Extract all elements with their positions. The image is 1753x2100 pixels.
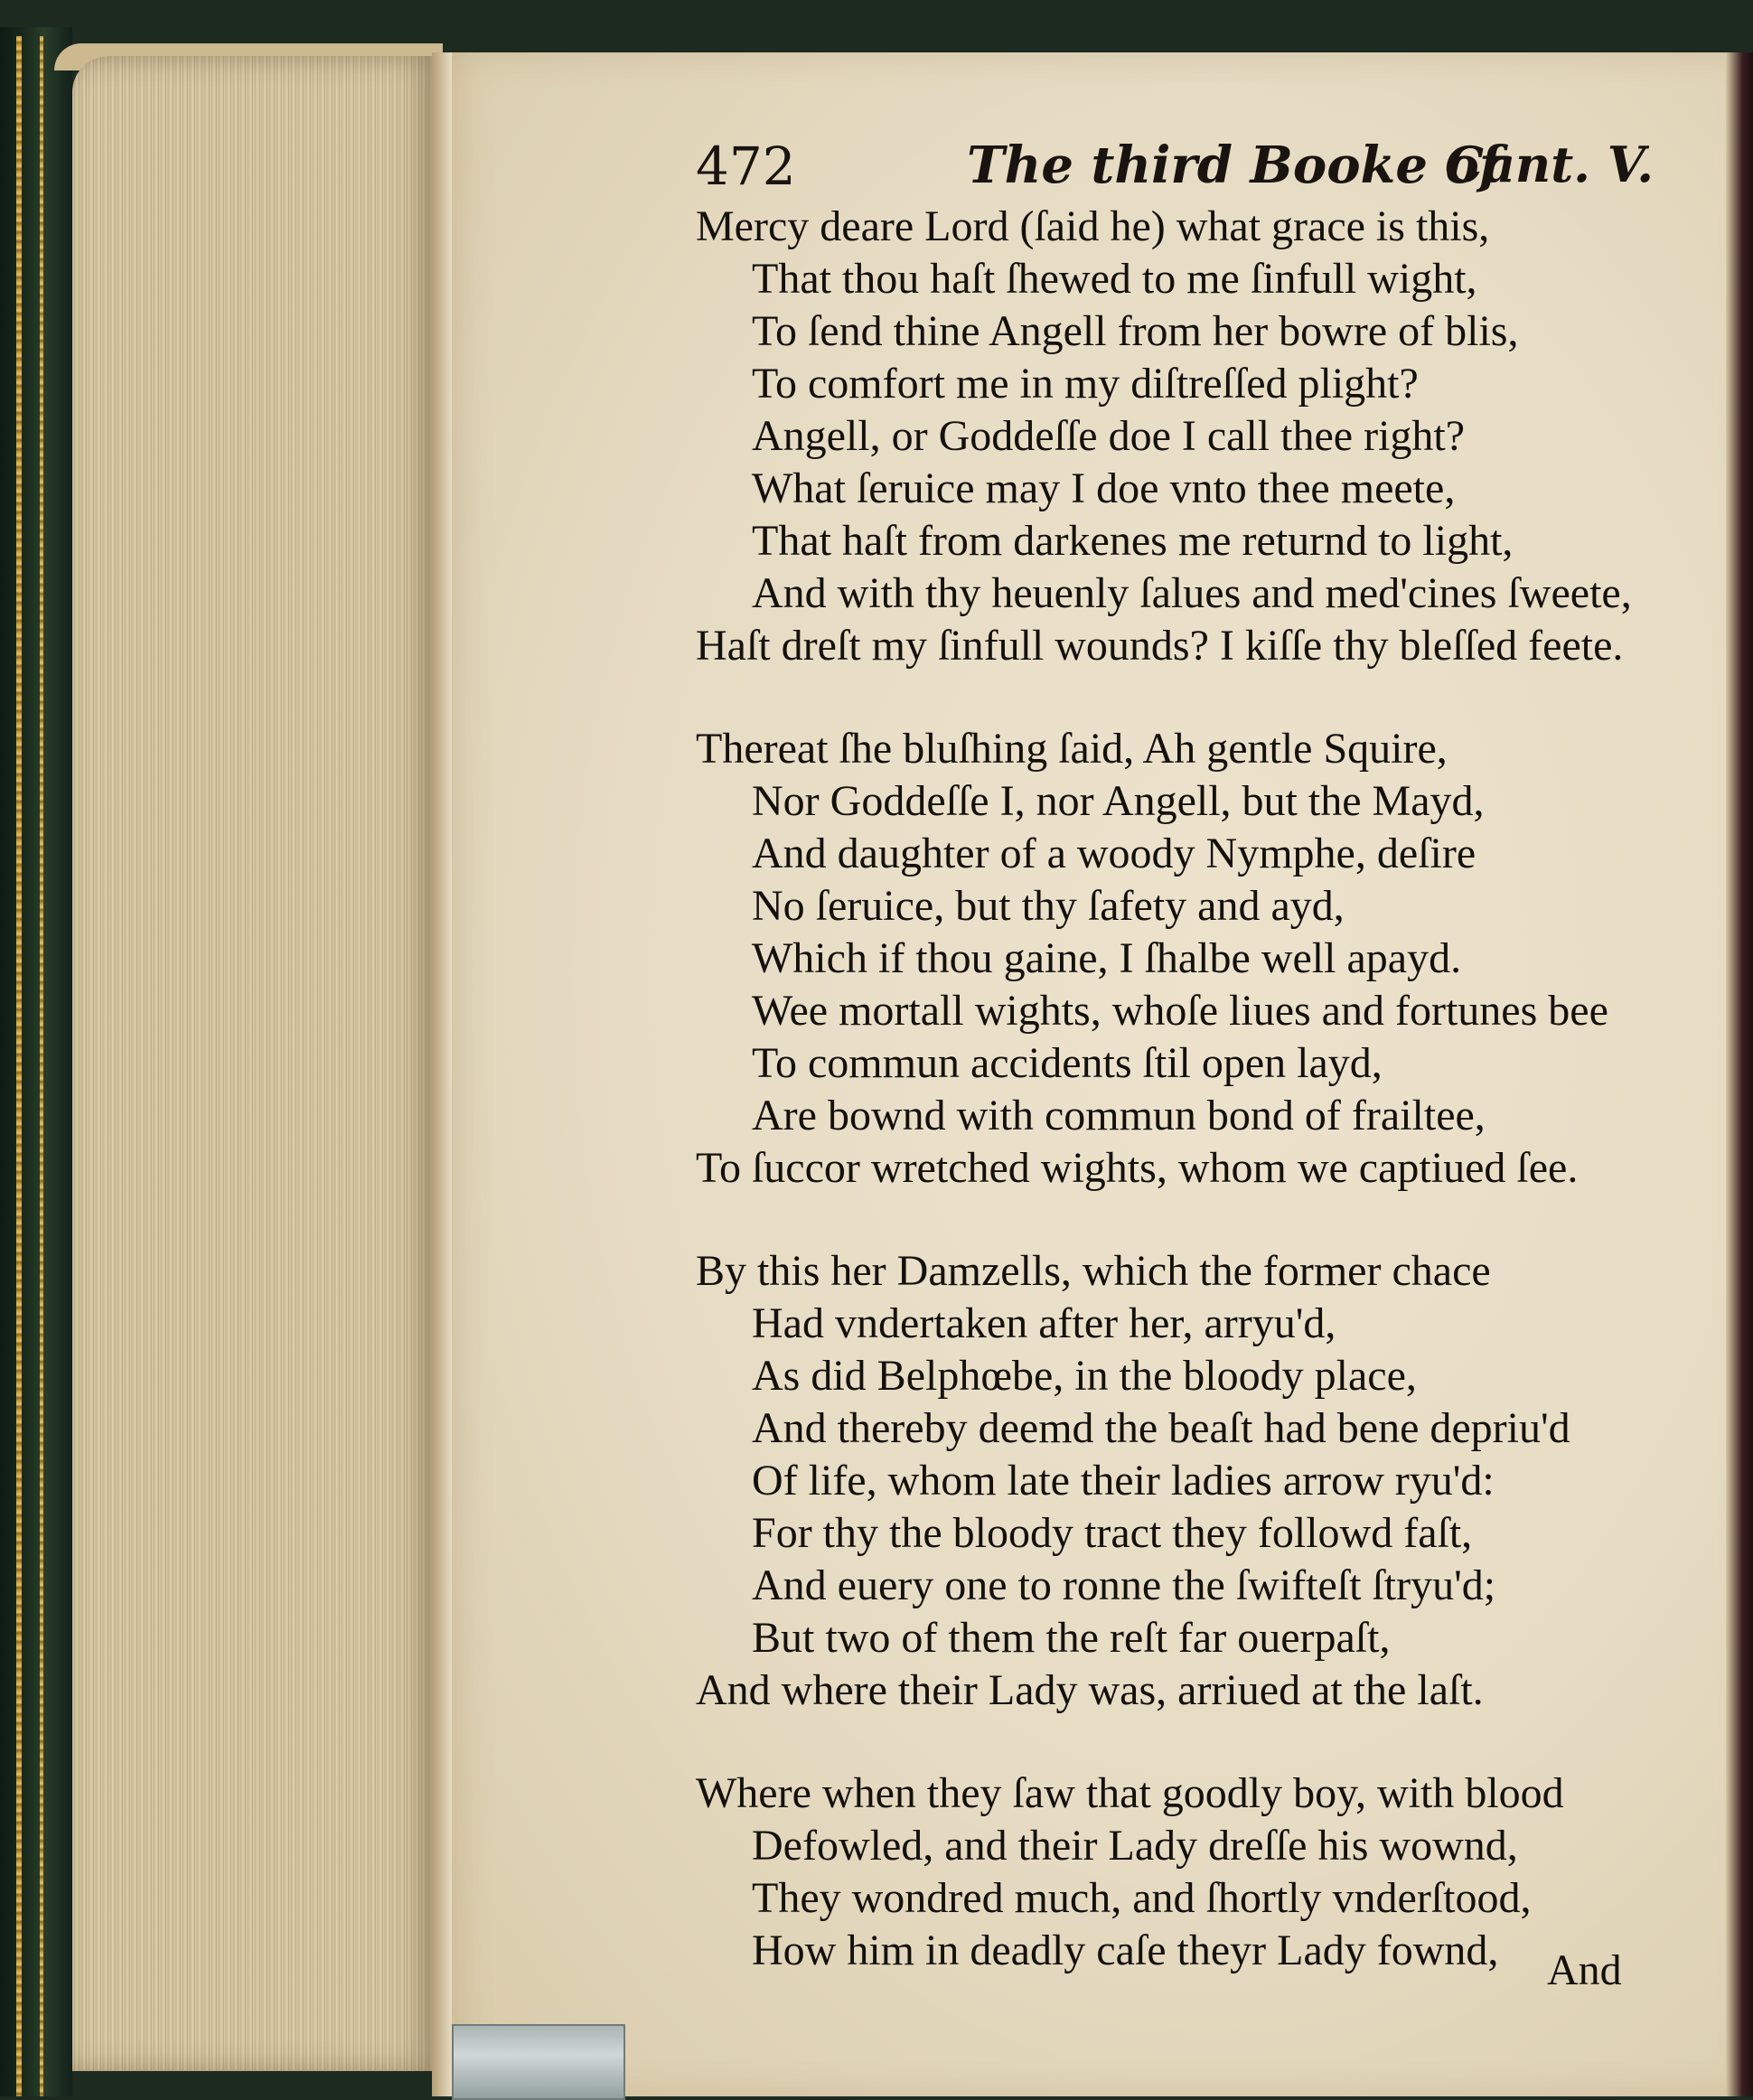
page-right-edge <box>1726 52 1753 2096</box>
verse-line: To commun accidents ſtil open layd, <box>752 1039 1383 1087</box>
verse-line: And daughter of a woody Nymphe, deſire <box>752 830 1476 877</box>
verse-line: How him in deadly caſe theyr Lady fownd, <box>752 1927 1499 1974</box>
verse-line: And with thy heuenly ſalues and med'cines ſweete, <box>752 569 1632 617</box>
verse-text <box>696 201 1699 1977</box>
canto-label: Cant. V. <box>1444 136 1654 193</box>
verse-line: And euery one to ronne the ſwifteſt ſtryu'd; <box>752 1561 1496 1609</box>
verse-line: By this her Damzells, which the former chace <box>696 1247 1491 1295</box>
verse-line: As did Belphœbe, in the bloody place, <box>752 1352 1417 1400</box>
verse-line: Are bownd with commun bond of frailtee, <box>752 1092 1486 1139</box>
verse-line: That haſt from darkenes me returnd to light, <box>752 517 1514 565</box>
verse-line: Mercy deare Lord (ſaid he) what grace is this, <box>696 202 1490 250</box>
verse-line: And thereby deemd the beaſt had bene depriu'd <box>752 1404 1570 1452</box>
verse-line: For thy the bloody tract they followd faſt, <box>752 1509 1473 1557</box>
catchword: And <box>1547 1946 1622 1994</box>
gilt-border-inner <box>40 36 43 2096</box>
verse-line: Had vndertaken after her, arryu'd, <box>752 1299 1336 1347</box>
verse-line: Thereat ſhe bluſhing ſaid, Ah gentle Squire, <box>696 725 1448 773</box>
book-binding <box>0 27 72 2096</box>
gilt-border <box>16 36 22 2096</box>
book-title-header: The third Booke of <box>967 136 1501 195</box>
running-head <box>696 136 1654 199</box>
verse-line: They wondred much, and ſhortly vnderſtood, <box>752 1874 1532 1922</box>
verse-line: That thou haſt ſhewed to me ſinfull wight, <box>752 255 1477 303</box>
verse-line: Of life, whom late their ladies arrow ryu'd: <box>752 1457 1495 1505</box>
verse-line: Where when they ſaw that goodly boy, with blood <box>696 1769 1564 1817</box>
stanza-2 <box>696 723 1699 1195</box>
verse-line: Wee mortall wights, whoſe liues and fortunes bee <box>752 987 1608 1035</box>
verse-line: To comfort me in my diſtreſſed plight? <box>752 360 1419 408</box>
page-number: 472 <box>696 136 796 197</box>
verse-line: But two of them the reſt far ouerpaſt, <box>752 1614 1391 1662</box>
page-stack-edges <box>72 56 434 2071</box>
page-clip <box>452 2024 625 2100</box>
verse-line: Nor Goddeſſe I, nor Angell, but the Mayd, <box>752 777 1485 825</box>
verse-line: To ſend thine Angell from her bowre of blis, <box>752 307 1519 355</box>
verse-line: Defowled, and their Lady dreſſe his wownd, <box>752 1822 1518 1870</box>
verse-line: Which if thou gaine, I ſhalbe well apayd. <box>752 934 1462 982</box>
verse-line: To ſuccor wretched wights, whom we captiued ſee. <box>696 1144 1579 1192</box>
verse-line: No ſeruice, but thy ſafety and ayd, <box>752 882 1345 930</box>
verse-line: Haſt dreſt my ſinfull wounds? I kiſſe thy bleſſed feete. <box>696 622 1624 670</box>
page-gutter <box>432 52 452 2096</box>
verse-line: What ſeruice may I doe vnto thee meete, <box>752 464 1456 512</box>
stanza-1 <box>696 201 1699 672</box>
stanza-3 <box>696 1245 1699 1717</box>
verse-line: And where their Lady was, arriued at the laſt. <box>696 1666 1484 1714</box>
verse-line: Angell, or Goddeſſe doe I call thee right? <box>752 412 1466 460</box>
